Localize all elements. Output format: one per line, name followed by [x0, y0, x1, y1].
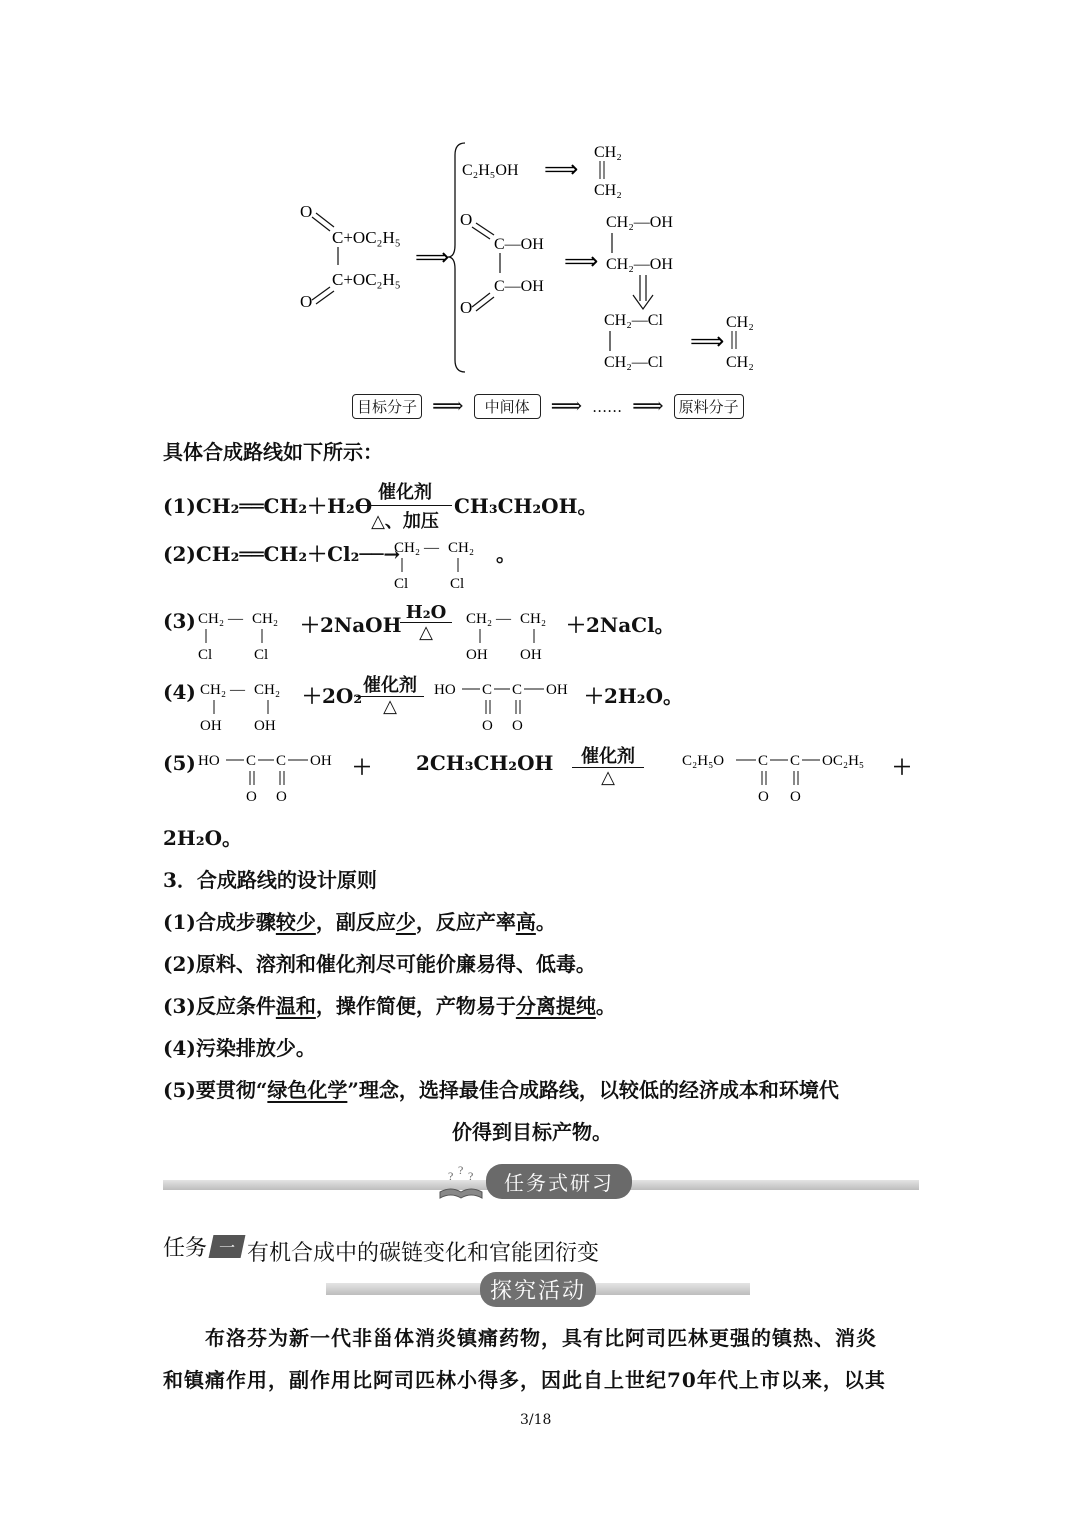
cl-label: Cl — [450, 576, 465, 592]
flow-dots: …… — [592, 397, 623, 416]
cl-label: Cl — [198, 647, 213, 663]
r1-product: CH₃CH₂OH。 — [454, 494, 598, 518]
c-label: C — [790, 753, 801, 769]
task-prefix: 任务 — [163, 1236, 208, 1261]
r3-end: ＋2NaCl。 — [566, 613, 675, 637]
flow-arrow: ⟹ — [632, 394, 664, 419]
section-banner — [436, 1162, 632, 1200]
dichloroethane-structure — [390, 534, 500, 594]
r1-reactants: (1)CH₂══CH₂＋H₂O — [163, 494, 373, 518]
retro-arrow: ⟹ — [564, 249, 599, 275]
diethyl-oxalate-structure — [680, 747, 880, 807]
r3-condition — [400, 604, 452, 643]
ch2-label: CH₂ — [466, 611, 493, 627]
svg-text:?: ? — [448, 1169, 454, 1183]
o-label: O — [790, 789, 801, 805]
r3-cond-bottom: △ — [419, 622, 433, 643]
ch2-label: CH₂ — [198, 611, 225, 627]
o-label: O — [276, 789, 287, 805]
r5-plus: ＋ — [352, 755, 372, 779]
o-label: O — [482, 718, 493, 734]
bond-dash: — — [424, 540, 439, 556]
r4-cond-bottom: △ — [383, 696, 397, 717]
r1-condition — [358, 478, 452, 533]
r5-cond-bottom: △ — [601, 767, 615, 788]
ch2-label: CH₂ — [448, 540, 475, 556]
activity-label: 探究活动 — [480, 1272, 596, 1307]
intro-text: 具体合成路线如下所示： — [163, 440, 383, 464]
r5-label: (5) — [163, 751, 196, 775]
ethylene-glycol-structure — [464, 605, 564, 665]
ch2-label: CH₂ — [252, 611, 279, 627]
r5-end-plus: ＋ — [892, 755, 912, 779]
r5-reagent: 2CH₃CH₂OH — [416, 751, 554, 775]
r4-end: ＋2H₂O。 — [584, 684, 683, 708]
task-heading — [163, 1226, 599, 1267]
oc2h5-label: OC₂H₅ — [822, 753, 865, 769]
ch2oh-label: CH₂—OH — [606, 256, 673, 273]
ester-c1: C+OC₂H₅ — [332, 228, 401, 247]
paragraph-line-1: 布洛芬为新一代非甾体消炎镇痛药物，具有比阿司匹林更强的镇热、消炎 — [205, 1326, 877, 1350]
ch2oh-label: CH₂—OH — [606, 214, 673, 231]
principle-4: (4)污染排放少。 — [163, 1036, 316, 1060]
oh-label: OH — [200, 718, 222, 734]
r3-reagent: ＋2NaOH — [300, 613, 402, 637]
ch2-label: CH₂ — [200, 682, 227, 698]
target-molecule-box: 目标分子 — [352, 394, 422, 419]
c-label: C — [246, 753, 257, 769]
principles-title: 3．合成路线的设计原则 — [163, 868, 377, 892]
ch2-label: CH₂ — [726, 354, 754, 371]
dichloroethane-structure — [196, 605, 296, 665]
principle-5-cont: 价得到目标产物。 — [452, 1120, 612, 1144]
ch2cl-label: CH₂—Cl — [604, 312, 663, 329]
ch2cl-label: CH₂—Cl — [604, 354, 663, 371]
book-icon — [436, 1162, 486, 1200]
cl-label: Cl — [394, 576, 409, 592]
o-label: O — [758, 789, 769, 805]
c-label: C — [512, 682, 523, 698]
retro-arrow: ⟹ — [415, 245, 450, 271]
reaction-1 — [163, 490, 372, 519]
flow-arrow: ⟹ — [432, 394, 464, 419]
svg-text:?: ? — [468, 1169, 474, 1183]
ethylene-glycol-structure — [198, 676, 298, 736]
principle-2: (2)原料、溶剂和催化剂尽可能价廉易得、低毒。 — [163, 952, 596, 976]
o-label: O — [246, 789, 257, 805]
acid-c2: C—OH — [494, 278, 544, 295]
r5-line2: 2H₂O。 — [163, 826, 242, 850]
retro-arrow: ⟹ — [544, 157, 579, 183]
r1-cond-top: 催化剂 — [378, 482, 432, 503]
oxalic-acid-structure — [432, 676, 582, 736]
c2h5o-label: C₂H₅O — [682, 753, 725, 769]
bond-dash: — — [496, 611, 511, 627]
ch2-label: CH₂ — [726, 314, 754, 331]
task-title: 有机合成中的碳链变化和官能团衍变 — [247, 1241, 600, 1266]
acid-c1: C—OH — [494, 236, 544, 253]
retro-flow — [352, 394, 744, 419]
c-label: C — [758, 753, 769, 769]
o-label: O — [460, 210, 473, 229]
paragraph-line-2: 和镇痛作用，副作用比阿司匹林小得多，因此自上世纪70年代上市以来，以其 — [163, 1368, 886, 1392]
r4-label: (4) — [163, 680, 196, 704]
ch2-label: CH₂ — [594, 144, 622, 161]
r4-condition — [356, 676, 424, 717]
ch2-label: CH₂ — [394, 540, 421, 556]
principle-5: (5)要贯彻“绿色化学”理念，选择最佳合成路线，以较低的经济成本和环境代 — [163, 1078, 839, 1102]
ester-c2: C+OC₂H₅ — [332, 270, 401, 289]
intermediate-box: 中间体 — [474, 394, 541, 419]
oh-label: OH — [254, 718, 276, 734]
page-number: 3/18 — [520, 1412, 552, 1428]
r4-cond-top: 催化剂 — [363, 675, 417, 696]
banner-label: 任务式研习 — [486, 1164, 632, 1199]
o-label: O — [460, 298, 473, 317]
r1-cond-bottom: △、加压 — [371, 511, 439, 532]
c-label: C — [276, 753, 287, 769]
principle-1: (1)合成步骤较少，副反应少，反应产率高。 — [163, 910, 556, 934]
ch2-label: CH₂ — [254, 682, 281, 698]
task-number-badge: 一 — [209, 1235, 246, 1258]
retrosynthesis-diagram — [290, 135, 780, 425]
r4-reagent: ＋2O₂ — [302, 684, 363, 708]
svg-text:?: ? — [458, 1163, 464, 1177]
oh-label: OH — [466, 647, 488, 663]
oxalic-acid-structure — [196, 747, 346, 807]
r2-end: 。 — [496, 542, 516, 566]
raw-molecule-box: 原料分子 — [674, 394, 744, 419]
ho-label: HO — [198, 753, 220, 769]
oh-label: OH — [310, 753, 332, 769]
c-label: C — [482, 682, 493, 698]
ch2-label: CH₂ — [520, 611, 547, 627]
r5-cond-top: 催化剂 — [581, 746, 635, 767]
o-label: O — [512, 718, 523, 734]
bond-dash: — — [228, 611, 243, 627]
reaction-2: (2)CH₂══CH₂＋Cl₂──→ — [163, 542, 401, 566]
r5-condition — [572, 747, 644, 788]
o-label: O — [300, 202, 313, 221]
retro-arrow: ⟹ — [690, 329, 725, 355]
flow-arrow: ⟹ — [550, 394, 583, 419]
cl-label: Cl — [254, 647, 269, 663]
ch2-label: CH₂ — [594, 182, 622, 199]
ethanol-label: C₂H₅OH — [462, 162, 519, 179]
oh-label: OH — [546, 682, 568, 698]
r3-label: (3) — [163, 609, 196, 633]
ho-label: HO — [434, 682, 456, 698]
oh-label: OH — [520, 647, 542, 663]
r3-cond-top: H₂O — [405, 602, 447, 623]
o-label: O — [300, 292, 313, 311]
principle-3: (3)反应条件温和，操作简便，产物易于分离提纯。 — [163, 994, 616, 1018]
bond-dash: — — [230, 682, 245, 698]
